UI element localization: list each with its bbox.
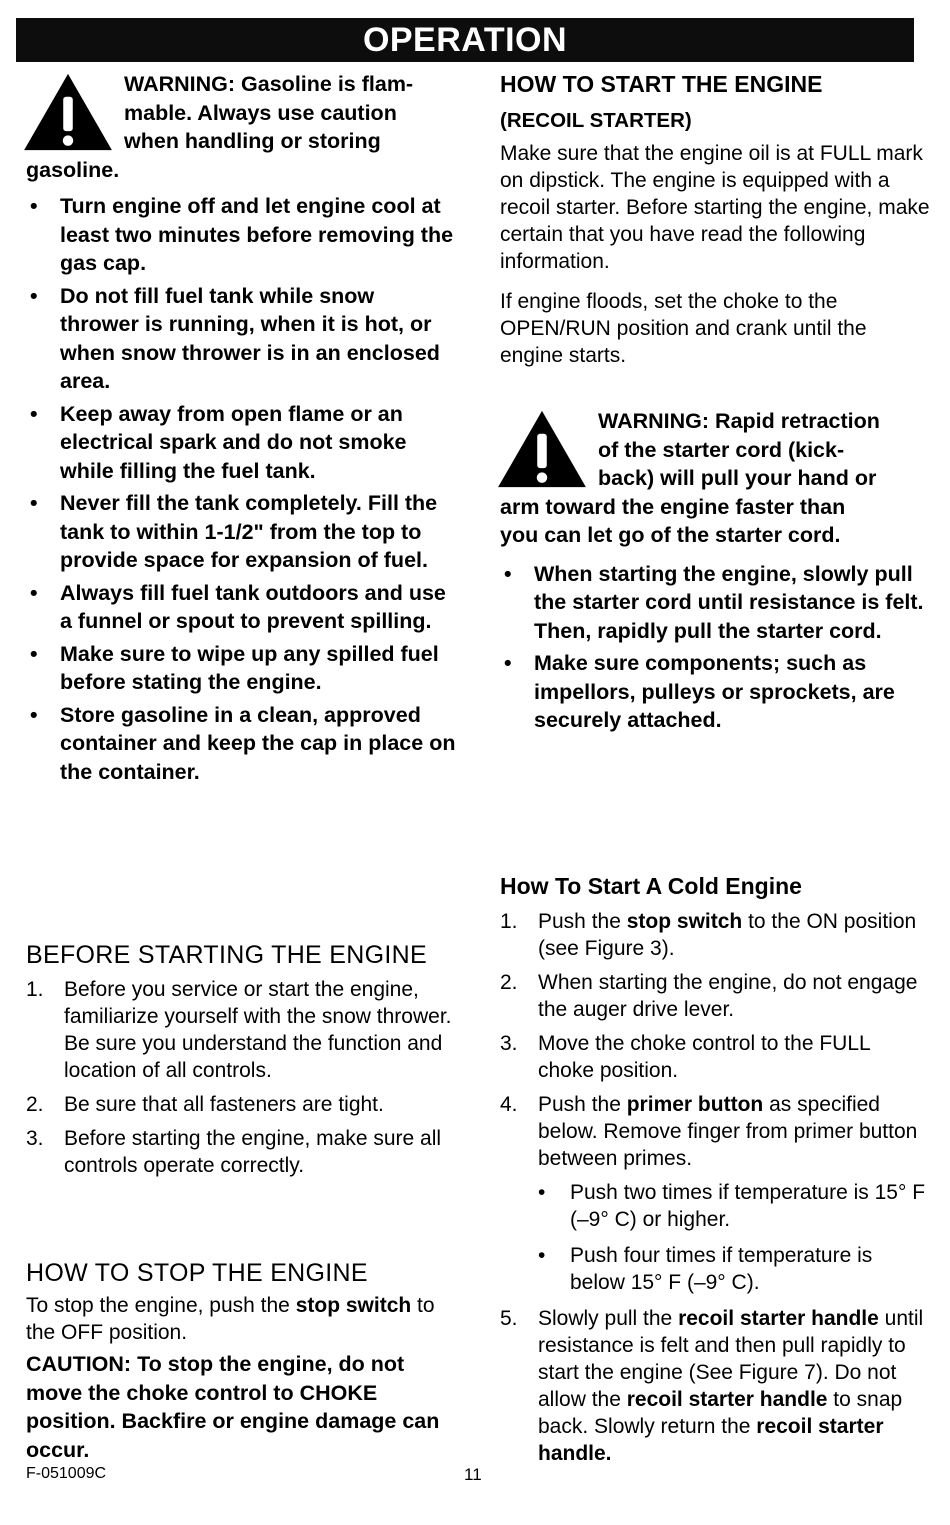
warning-triangle-icon: [494, 407, 590, 491]
fuel-safety-bullet: • Never fill the tank completely. Fill the tank to within 1-1/2" from the top to provide space for expansion of fuel.: [26, 489, 456, 575]
section-heading: How To Start A Cold Engine: [500, 873, 802, 899]
fuel-safety-bullet: • Always fill fuel tank outdoors and use a funnel or spout to prevent spilling.: [26, 579, 456, 636]
item-number: 2.: [500, 971, 518, 994]
item-number: 4.: [500, 1093, 518, 1116]
item-number: 5.: [500, 1307, 518, 1330]
text-run: recoil starter handle: [678, 1307, 879, 1330]
text-run: as specified below. Remove finger from primer button between primes.: [538, 1093, 918, 1170]
text-run: Push the: [538, 1093, 627, 1116]
text-run: to the OFF position.: [26, 1294, 435, 1344]
section-heading: BEFORE STARTING THE ENGINE: [26, 941, 427, 969]
stop-engine-section: [26, 1258, 456, 1464]
primer-subitem: • Push four times if temperature is below 15° F (–9° C).: [500, 1242, 930, 1296]
warning-line: back) will pull your hand or: [598, 466, 877, 490]
list-item: [500, 1091, 930, 1172]
text-run: To stop the engine, push the: [26, 1294, 296, 1317]
list-item: [500, 1030, 930, 1084]
warning-line: when handling or storing: [124, 129, 381, 153]
warning-line: gasoline.: [26, 157, 120, 182]
list-item: [26, 1091, 456, 1118]
gasoline-warning: [26, 70, 456, 184]
left-column: [26, 70, 456, 790]
warning-line: WARNING: Rapid retraction: [598, 409, 880, 433]
item-number: 3.: [500, 1032, 518, 1055]
item-text: Be sure that all fasteners are tight.: [64, 1093, 384, 1116]
kickback-warning: [500, 407, 930, 550]
item-number: 2.: [26, 1093, 44, 1116]
section-heading: HOW TO START THE ENGINE: [500, 71, 823, 97]
document-code: F-051009C: [26, 1465, 107, 1482]
paragraph: Make sure that the engine oil is at FULL mark on dipstick. The engine is equipped with a recoil starter. Before starting the engine, make certain that you have read the following information.: [500, 142, 930, 273]
warning-line: mable. Always use caution: [124, 100, 397, 125]
primer-subitem: • Push two times if temperature is 15° F (–9° C) or higher.: [500, 1179, 930, 1233]
section-heading: HOW TO STOP THE ENGINE: [26, 1259, 368, 1287]
fuel-safety-bullet: • Turn engine off and let engine cool at least two minutes before removing the gas cap.: [26, 192, 456, 278]
warning-line: you can let go of the starter cord.: [500, 523, 841, 547]
list-item: [500, 1305, 930, 1467]
text-run: primer button: [626, 1093, 764, 1116]
text-run: to snap back. Slowly return the: [538, 1388, 903, 1438]
item-number: 1.: [500, 910, 518, 933]
text-run: until resistance is felt and then pull rapidly to start the engine (See Figure 7). Do not allow the: [538, 1307, 924, 1411]
text-run: Move the choke control to the FULL choke position.: [538, 1032, 870, 1082]
warning-line: of the starter cord (kick-: [598, 437, 845, 462]
item-number: 1.: [26, 978, 44, 1001]
text-run: recoil starter handle.: [538, 1415, 884, 1465]
warning-line: arm toward the engine faster than: [500, 494, 846, 519]
text-run: When starting the engine, do not engage the auger drive lever.: [538, 971, 918, 1021]
fuel-safety-bullet: • Make sure to wipe up any spilled fuel before stating the engine.: [26, 640, 456, 697]
fuel-safety-bullet: • Store gasoline in a clean, approved container and keep the cap in place on the container.: [26, 701, 456, 787]
item-text: Before you service or start the engine, familiarize yourself with the snow thrower. Be sure you understand the function and location of all controls.: [64, 978, 452, 1082]
paragraph: If engine floods, set the choke to the OPEN/RUN position and crank until the engine starts.: [500, 290, 867, 367]
text-run: to the ON position (see Figure 3).: [538, 910, 917, 960]
before-starting-section: [26, 940, 456, 1186]
caution-text: CAUTION: To stop the engine, do not move the choke control to CHOKE position. Backfire or engine damage can occur.: [26, 1352, 440, 1462]
warning-triangle-icon: [20, 70, 116, 154]
page-number: 11: [464, 1465, 482, 1484]
text-run: stop switch: [295, 1294, 412, 1317]
text-run: recoil starter handle: [626, 1388, 828, 1411]
list-item: [500, 969, 930, 1023]
right-column: [500, 70, 930, 739]
list-item: [26, 976, 456, 1084]
item-text: Before starting the engine, make sure all controls operate correctly.: [64, 1127, 442, 1177]
list-item: [500, 908, 930, 962]
warning-line: WARNING: Gasoline is flam-: [124, 72, 414, 96]
starter-bullet: • Make sure components; such as impellors, pulleys or sprockets, are securely attached.: [500, 649, 930, 735]
text-run: stop switch: [626, 910, 743, 933]
item-number: 3.: [26, 1127, 44, 1150]
fuel-safety-bullet: • Do not fill fuel tank while snow thrower is running, when it is hot, or when snow thrower is in an enclosed area.: [26, 282, 456, 396]
starter-bullet: • When starting the engine, slowly pull the starter cord until resistance is felt. Then, rapidly pull the starter cord.: [500, 560, 930, 646]
list-item: [26, 1125, 456, 1179]
page-banner: OPERATION: [16, 18, 914, 62]
sub-heading: (RECOIL STARTER): [500, 109, 692, 132]
stop-instructions: [26, 1292, 456, 1346]
text-run: Slowly pull the: [538, 1307, 679, 1330]
fuel-safety-bullet: • Keep away from open flame or an electrical spark and do not smoke while filling the fuel tank.: [26, 400, 456, 486]
text-run: Push the: [538, 910, 627, 933]
cold-engine-section: [500, 872, 930, 1474]
